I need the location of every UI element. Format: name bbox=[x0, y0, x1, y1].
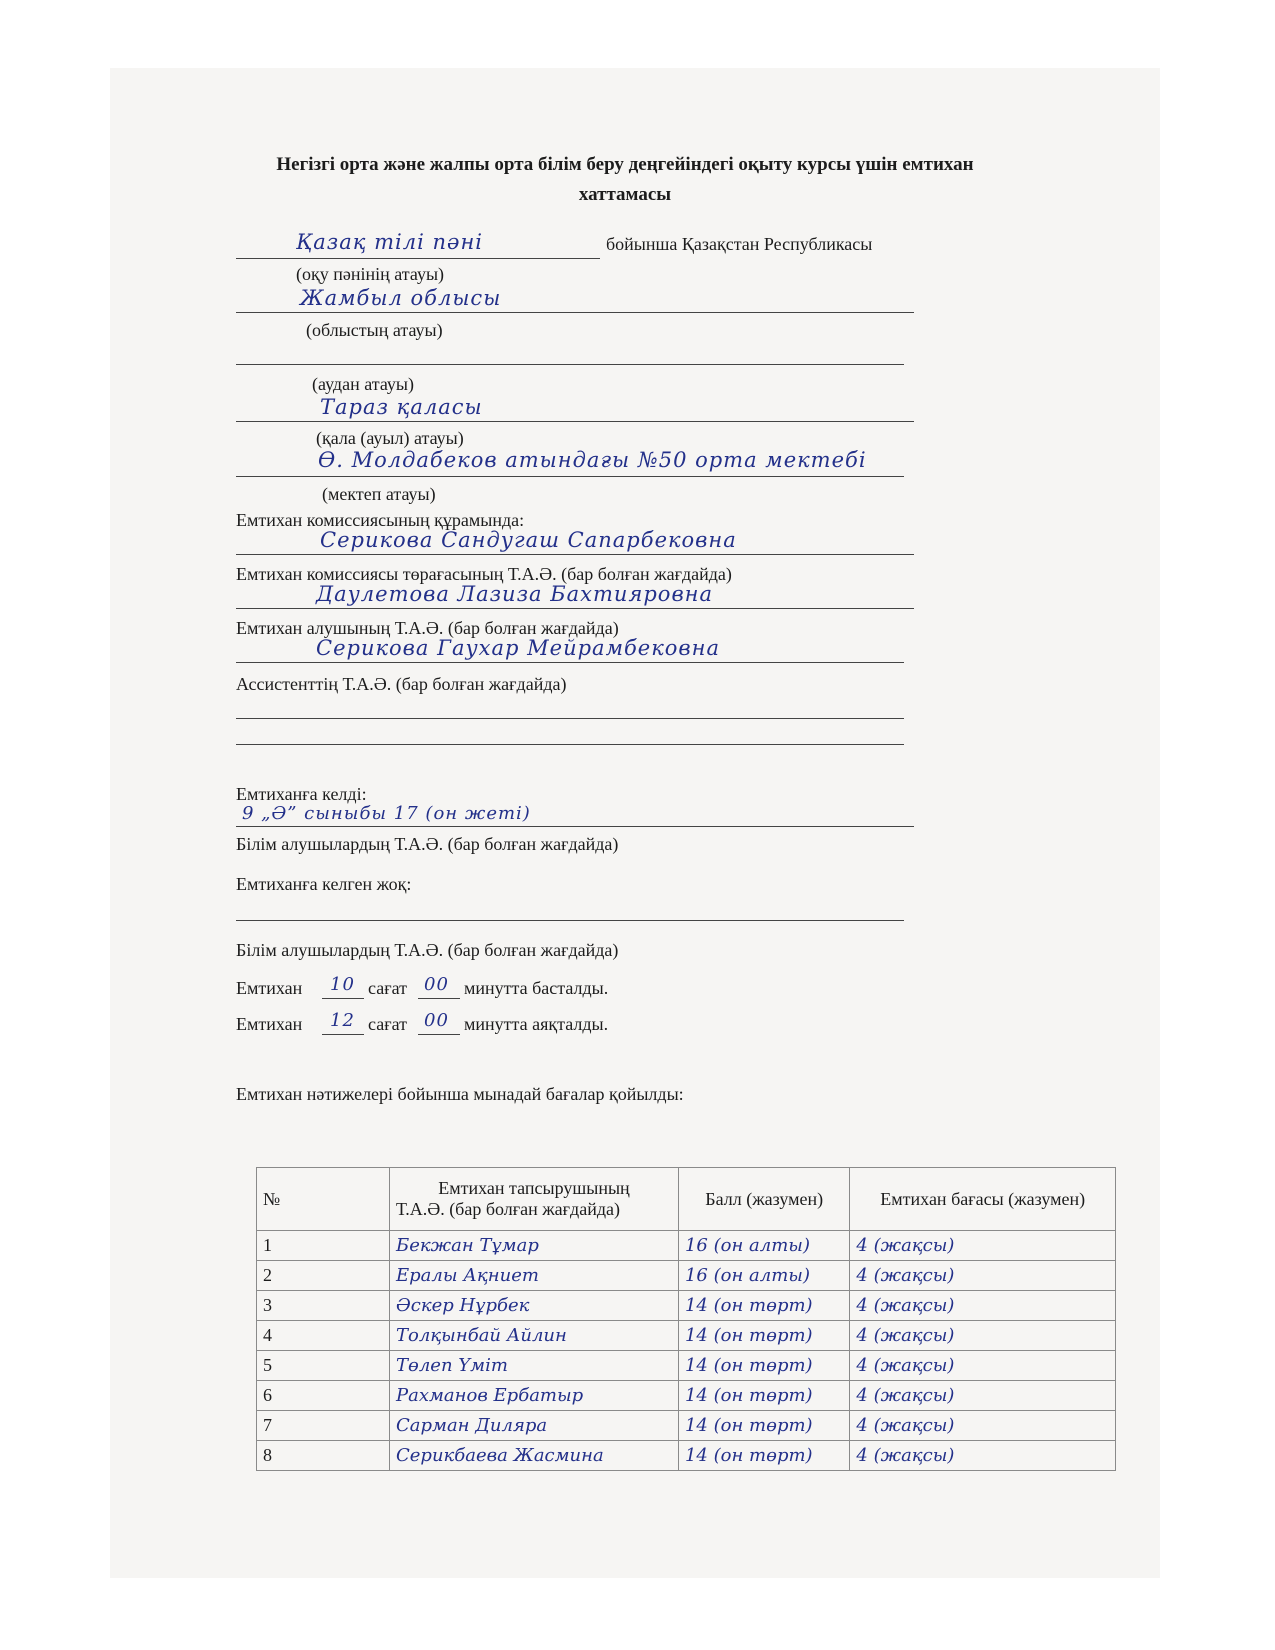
end-suffix: минутта аяқталды. bbox=[464, 1014, 609, 1034]
row-grade: 4 (жақсы) bbox=[850, 1231, 1116, 1261]
results-header-row bbox=[257, 1168, 1116, 1231]
row-num: 5 bbox=[257, 1351, 390, 1381]
row-score: 14 (он төрт) bbox=[678, 1441, 849, 1471]
end-minute-underline bbox=[418, 1034, 460, 1035]
school-label: (мектеп атауы) bbox=[322, 484, 436, 504]
start-suffix: минутта басталды. bbox=[464, 978, 609, 998]
table-row bbox=[257, 1381, 1116, 1411]
row-grade: 4 (жақсы) bbox=[850, 1321, 1116, 1351]
header-name-line1: Емтихан тапсырушының bbox=[438, 1178, 630, 1198]
city-label: (қала (ауыл) атауы) bbox=[316, 428, 464, 448]
table-row bbox=[257, 1351, 1116, 1381]
attendance-present-value: 9 „Ә” сыныбы 17 (он жеті) bbox=[242, 803, 531, 824]
row-num: 4 bbox=[257, 1321, 390, 1351]
header-score: Балл (жазумен) bbox=[678, 1168, 849, 1231]
header-name-line2: Т.А.Ә. (бар болған жағдайда) bbox=[396, 1199, 620, 1219]
results-intro: Емтихан нәтижелері бойынша мынадай бағалар қойылды: bbox=[236, 1084, 684, 1104]
region-value: Жамбыл облысы bbox=[300, 286, 502, 310]
end-prefix: Емтихан bbox=[236, 1014, 303, 1034]
row-grade: 4 (жақсы) bbox=[850, 1381, 1116, 1411]
header-num: № bbox=[257, 1168, 390, 1231]
commission-chair-value: Даулетова Лазиза Бахтияровна bbox=[316, 582, 714, 606]
start-prefix: Емтихан bbox=[236, 978, 303, 998]
start-hour-underline bbox=[322, 998, 364, 999]
district-underline bbox=[236, 364, 904, 365]
assistant-label: Ассистенттің Т.А.Ә. (бар болған жағдайда) bbox=[236, 674, 567, 694]
row-name: Төлеп Үміт bbox=[390, 1351, 679, 1381]
attendance-present-underline bbox=[236, 826, 914, 827]
assistant-underline-1 bbox=[236, 718, 904, 719]
start-minute: 00 bbox=[424, 974, 449, 995]
assistant-underline-2 bbox=[236, 744, 904, 745]
row-num: 1 bbox=[257, 1231, 390, 1261]
row-num: 6 bbox=[257, 1381, 390, 1411]
row-name: Рахманов Ербатыр bbox=[390, 1381, 679, 1411]
row-num: 7 bbox=[257, 1411, 390, 1441]
subject-suffix: бойынша Қазақстан Республикасы bbox=[606, 234, 873, 254]
city-value: Тараз қаласы bbox=[320, 395, 483, 419]
row-name: Серикбаева Жасмина bbox=[390, 1441, 679, 1471]
subject-value: Қазақ тілі пәні bbox=[296, 230, 484, 254]
header-grade: Емтихан бағасы (жазумен) bbox=[850, 1168, 1116, 1231]
examiner-underline bbox=[236, 662, 904, 663]
row-grade: 4 (жақсы) bbox=[850, 1351, 1116, 1381]
row-name: Толқынбай Айлин bbox=[390, 1321, 679, 1351]
end-mid: сағат bbox=[368, 1014, 407, 1034]
row-name: Сарман Диляра bbox=[390, 1411, 679, 1441]
row-grade: 4 (жақсы) bbox=[850, 1441, 1116, 1471]
results-table bbox=[256, 1167, 1116, 1471]
row-score: 14 (он төрт) bbox=[678, 1351, 849, 1381]
region-label: (облыстың атауы) bbox=[306, 320, 443, 340]
commission-composition-value: Серикова Сандугаш Сапарбековна bbox=[320, 528, 737, 552]
examiner-label: Емтихан алушының Т.А.Ә. (бар болған жағдайда) bbox=[236, 618, 619, 638]
row-name: Әскер Нұрбек bbox=[390, 1291, 679, 1321]
attendance-present-names-label: Білім алушылардың Т.А.Ә. (бар болған жағдайда) bbox=[236, 834, 619, 854]
row-name: Ералы Ақниет bbox=[390, 1261, 679, 1291]
school-value: Ө. Молдабеков атындағы №50 орта мектебі bbox=[318, 448, 867, 472]
table-row bbox=[257, 1231, 1116, 1261]
table-row bbox=[257, 1291, 1116, 1321]
end-minute: 00 bbox=[424, 1010, 449, 1031]
attendance-absent-underline bbox=[236, 920, 904, 921]
row-score: 14 (он төрт) bbox=[678, 1381, 849, 1411]
row-score: 16 (он алты) bbox=[678, 1261, 849, 1291]
attendance-absent-label: Емтиханға келген жоқ: bbox=[236, 874, 412, 894]
end-hour: 12 bbox=[330, 1010, 355, 1031]
district-label: (аудан атауы) bbox=[312, 374, 414, 394]
row-num: 3 bbox=[257, 1291, 390, 1321]
header-name bbox=[390, 1168, 679, 1231]
subject-label: (оқу пәнінің атауы) bbox=[296, 264, 445, 284]
row-grade: 4 (жақсы) bbox=[850, 1291, 1116, 1321]
row-score: 14 (он төрт) bbox=[678, 1291, 849, 1321]
row-score: 14 (он төрт) bbox=[678, 1321, 849, 1351]
end-hour-underline bbox=[322, 1034, 364, 1035]
row-score: 16 (он алты) bbox=[678, 1231, 849, 1261]
start-minute-underline bbox=[418, 998, 460, 999]
commission-chair-underline bbox=[236, 608, 914, 609]
document-title-line2: хаттамасы bbox=[578, 184, 672, 205]
table-row bbox=[257, 1411, 1116, 1441]
table-row bbox=[257, 1321, 1116, 1351]
table-row bbox=[257, 1441, 1116, 1471]
document-title-line1: Негізгі орта және жалпы орта білім беру деңгейіндегі оқыту курсы үшін емтихан bbox=[276, 154, 974, 175]
row-grade: 4 (жақсы) bbox=[850, 1411, 1116, 1441]
region-underline bbox=[236, 312, 914, 313]
school-underline bbox=[236, 476, 904, 477]
commission-composition-underline bbox=[236, 554, 914, 555]
table-row bbox=[257, 1261, 1116, 1291]
city-underline bbox=[236, 421, 914, 422]
row-num: 2 bbox=[257, 1261, 390, 1291]
commission-composition-label: Емтихан комиссиясының құрамында: bbox=[236, 510, 525, 530]
row-name: Бекжан Тұмар bbox=[390, 1231, 679, 1261]
start-hour: 10 bbox=[330, 974, 355, 995]
subject-underline bbox=[236, 258, 600, 259]
attendance-present-label: Емтиханға келді: bbox=[236, 784, 367, 804]
commission-chair-label: Емтихан комиссиясы төрағасының Т.А.Ә. (бар болған жағдайда) bbox=[236, 564, 732, 584]
examiner-value: Серикова Гаухар Мейрамбековна bbox=[316, 636, 720, 660]
row-score: 14 (он төрт) bbox=[678, 1411, 849, 1441]
attendance-absent-names-label: Білім алушылардың Т.А.Ә. (бар болған жағдайда) bbox=[236, 940, 619, 960]
start-mid: сағат bbox=[368, 978, 407, 998]
row-num: 8 bbox=[257, 1441, 390, 1471]
row-grade: 4 (жақсы) bbox=[850, 1261, 1116, 1291]
